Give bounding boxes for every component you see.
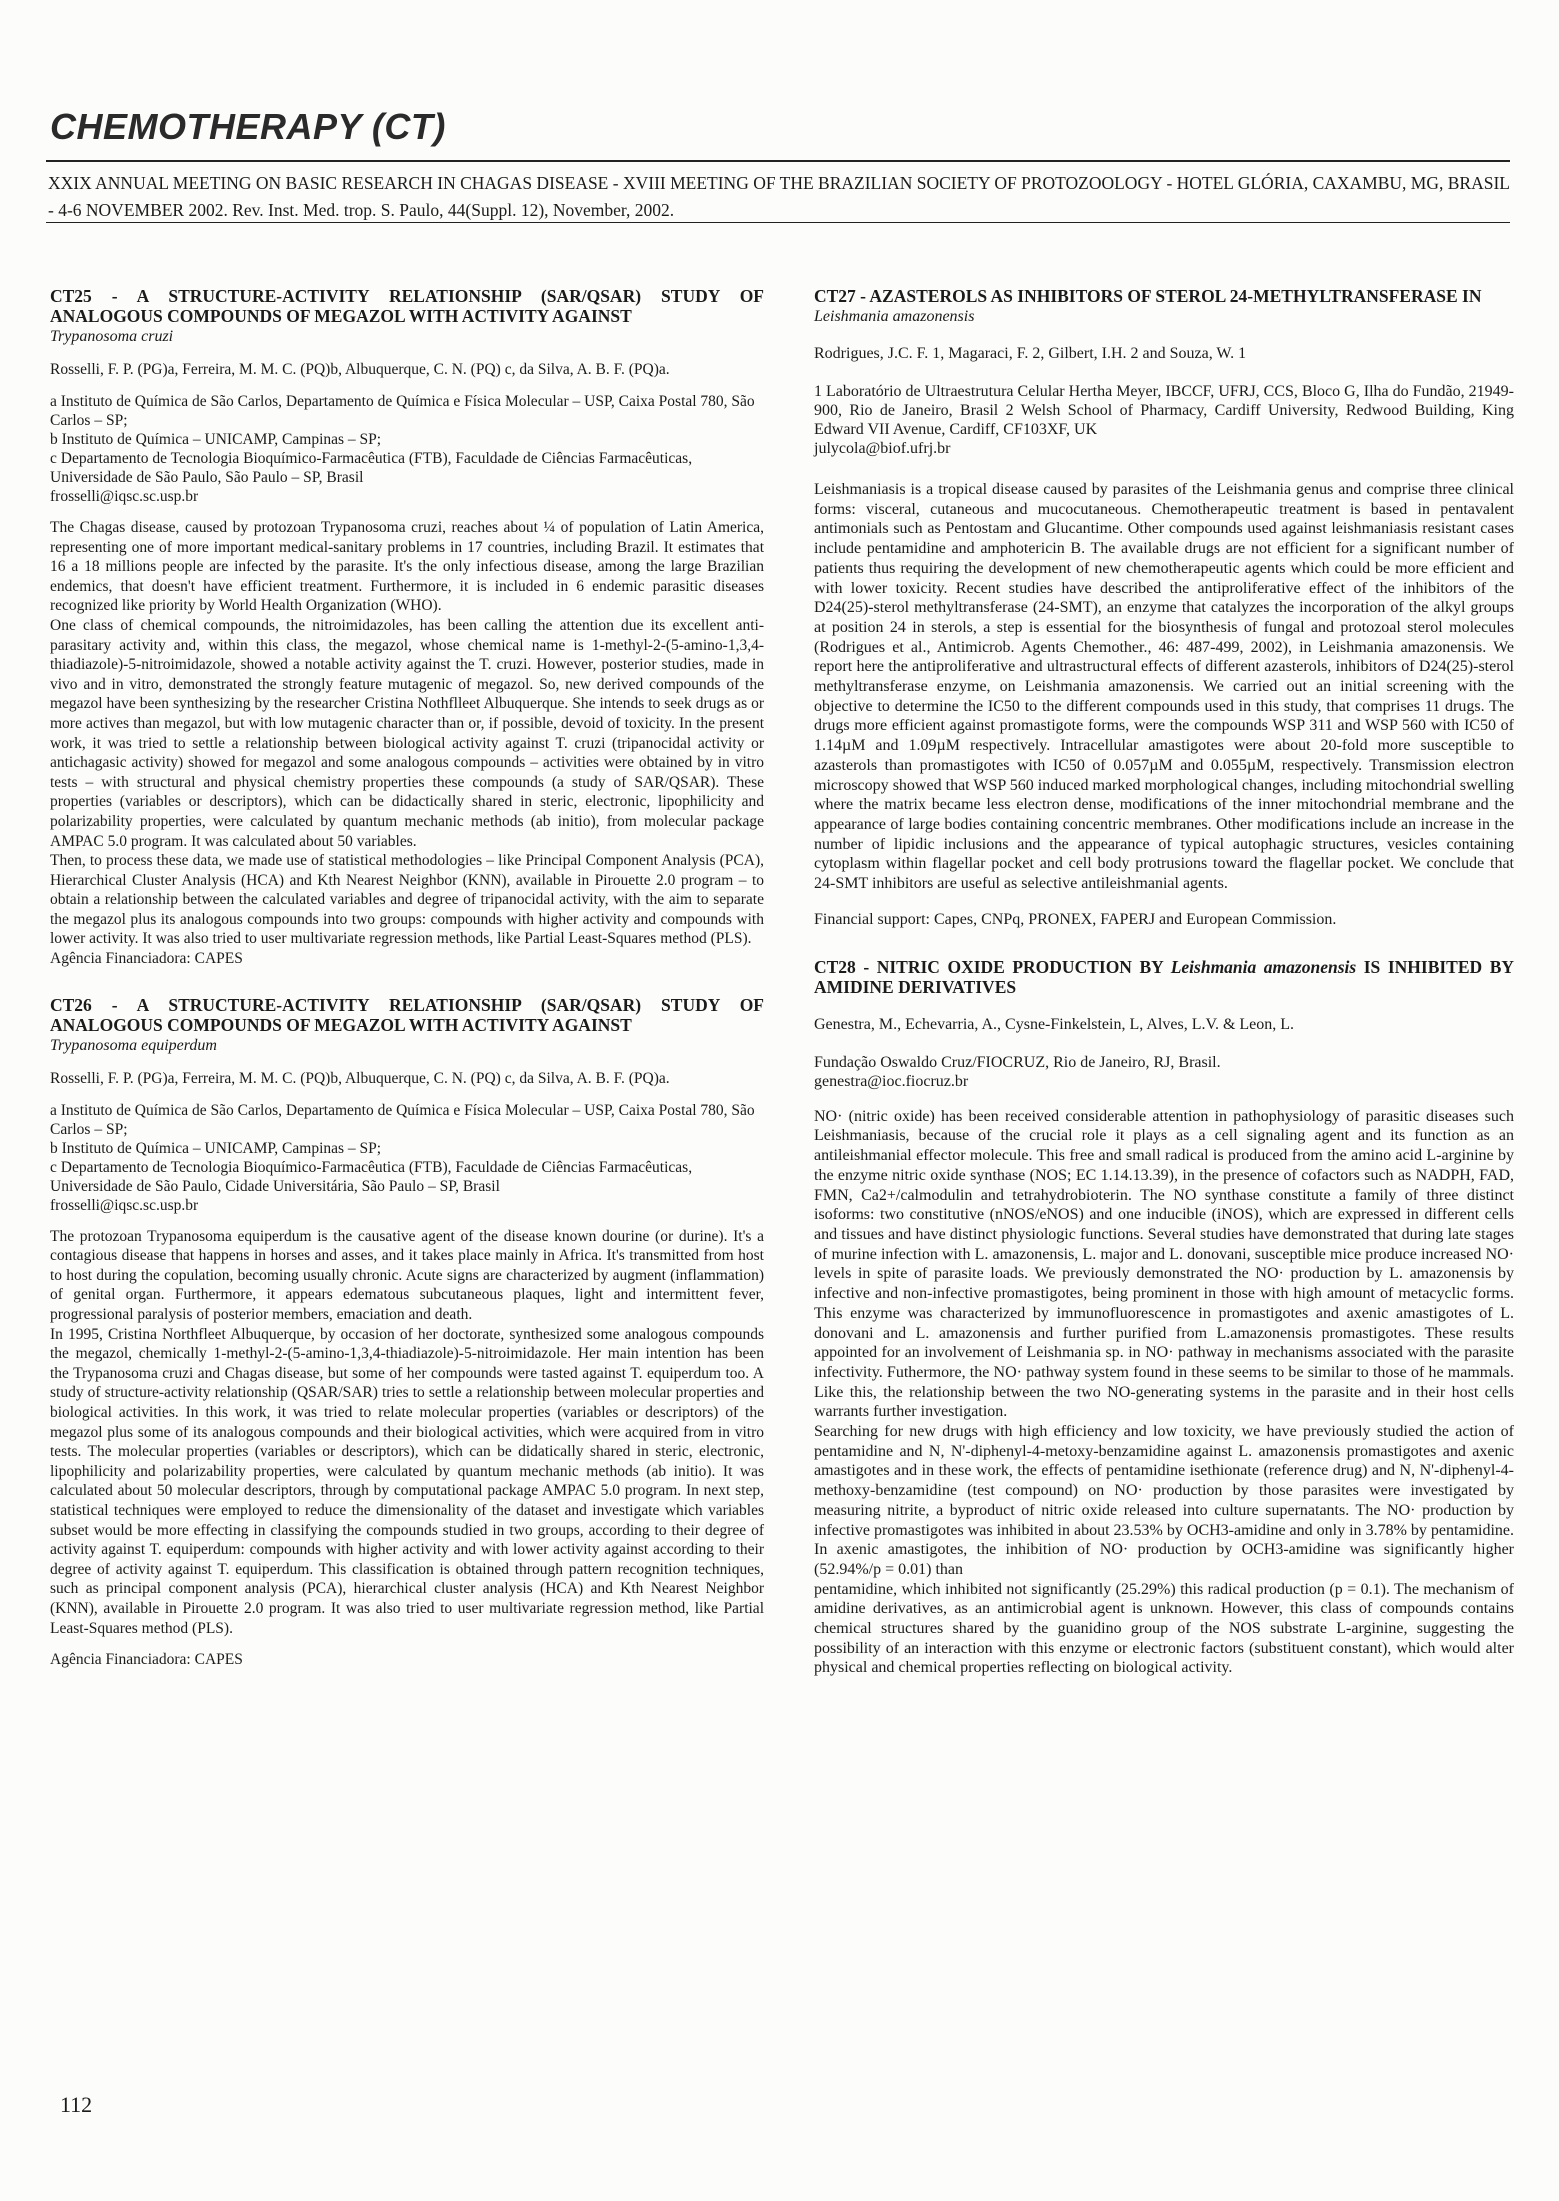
author-email: julycola@biof.ufrj.br bbox=[814, 440, 951, 457]
abstract-paragraph: The Chagas disease, caused by protozoan Trypanosoma cruzi, reaches about ¼ of population of Latin America, representing one of more important medical-sanitary problems in 17 countries, including Brazil. It estimates that 16 a 18 millions people are infected by the parasite. It's the only infectious disease, among the large Brazilian endemics, that doesn't have efficient treatment. Furthermore, it is included in 6 endemic parasitic diseases recognized like priority by World Health Organization (WHO). bbox=[50, 519, 764, 615]
abstract-body bbox=[814, 1107, 1514, 1678]
author-email: frosselli@iqsc.sc.usp.br bbox=[50, 1196, 199, 1214]
affiliation-line: 1 Laboratório de Ultraestrutura Celular Hertha Meyer, IBCCF, UFRJ, CCS, Bloco G, Ilha do Fundão, 21949-900, Rio de Janeiro, Brasil 2 Welsh School of Pharmacy, Cardiff University, Redwood Building, King Edward VII Avenue, Cardiff, CF103XF, UK bbox=[814, 383, 1514, 438]
abstract-organism: Leishmania amazonensis bbox=[814, 308, 975, 325]
abstract-affiliations bbox=[50, 1101, 764, 1215]
left-column bbox=[50, 286, 764, 1695]
abstract-paragraph: In 1995, Cristina Northfleet Albuquerque, by occasion of her doctorate, synthesized some analogous compounds the megazol, chemically 1-methyl-2-(5-amino-1,3,4-thiadiazole)-5-nitroimidazole. Her main intention has been the Trypanosoma cruzi and Chagas disease, but some of her compounds were tasted against T. equiperdum too. A study of structure-activity relationship (QSAR/SAR) tries to settle a relationship between molecular properties and biological activities. In this work, it was tried to relate molecular properties (variables or descriptors) of the megazol plus some of its analogous compounds and their biological activities, which were acquired from in vitro tests. The molecular properties (variables or descriptors), which can be didatically shared in steric, electronic, lipophilicity and polarizability properties, were calculated by quantum mechanic methods (ab initio). It was calculated about 50 molecular descriptors, through by computational package AMPAC 5.0 program. In next step, statistical techniques were employed to reduce the dimensionality of the dataset and investigate which variables subset would be more effecting in classifying the compounds studied in two groups, according to their degree of activity against T. equiperdum: compounds with higher activity and with lower activity against according to their degree of activity against T. equiperdum. This classification is obtained through pattern recognition techniques, such as principal component analysis (PCA), hierarchical cluster analysis (HCA) and Kth Nearest Neighbor (KNN), available in Pirouette 2.0 program. It was also tried to user multivariate regression method, like Partial Least-Squares method (PLS). bbox=[50, 1325, 764, 1637]
abstract-paragraph: Leishmaniasis is a tropical disease caused by parasites of the Leishmania genus and comprise three clinical forms: visceral, cutaneous and mucocutaneous. Chemotherapeutic treatment is based in pentavalent antimonials such as Pentostam and Glucantime. Other compounds used against leishmaniasis resistant cases include pentamidine and amphotericin B. The available drugs are not efficient for a significant number of patients thus requiring the development of new chemotherapeutic agents which could be more efficient and with lower toxicity. Recent studies have described the antiproliferative effect of the inhibitors of the D24(25)-sterol methyltransferase (24-SMT), an enzyme that catalyzes the incorporation of the alkyl groups at position 24 in sterols, a step is essential for the biosynthesis of fungal and protozoal sterol molecules (Rodrigues et al., Antimicrob. Agents Chemother., 46: 487-499, 2002), in Leishmania amazonensis. We report here the antiproliferative and ultrastructural effects of different azasterols, inhibitors of D24(25)-sterol methyltransferase enzyme, on Leishmania amazonensis. We carried out an initial screening with the objective to determine the IC50 to the different compounds used in this study, that comprises 11 drugs. The drugs more efficient against promastigote forms, were the compounds WSP 311 and WSP 560 with IC50 of 1.14µM and 1.09µM respectively. Intracellular amastigotes were about 20-fold more susceptible to azasterols than promastigotes with IC50 of 0.057µM and 0.055µM, respectively. Transmission electron microscopy showed that WSP 560 induced marked morphological changes, including mitochondrial swelling where the matrix became less electron dense, modifications of the inner mitochondrial membrane and the appearance of large bodies containing concentric membranes. Other modifications include an increase in the number of lipidic inclusions and the appearance of typical autophagic structures, vesicles containing cytoplasm within flagellar pocket and cell body protrusions toward the flagellar pocket. We conclude that 24-SMT inhibitors are useful as selective antileishmanial agents. bbox=[814, 481, 1514, 893]
abstract-authors: Rosselli, F. P. (PG)a, Ferreira, M. M. C. (PQ)b, Albuquerque, C. N. (PQ) c, da Silva, A. B. F. (PQ)a. bbox=[50, 361, 670, 378]
abstract-ct26 bbox=[50, 995, 764, 1669]
affiliation-line: a Instituto de Química de São Carlos, Departamento de Química e Física Molecular – USP, Caixa Postal 780, São Carlos – SP; bbox=[50, 1101, 755, 1138]
abstract-funding: Agência Financiadora: CAPES bbox=[50, 950, 243, 968]
abstract-title: CT27 - AZASTEROLS AS INHIBITORS OF STEROL 24-METHYLTRANSFERASE IN bbox=[814, 286, 1482, 306]
abstract-authors: Genestra, M., Echevarria, A., Cysne-Finkelstein, L, Alves, L.V. & Leon, L. bbox=[814, 1015, 1295, 1033]
abstract-paragraph: The protozoan Trypanosoma equiperdum is the causative agent of the disease known dourine (or durine). It's a contagious disease that happens in horses and asses, and it takes place mainly in Africa. It's transmitted from host to host during the copulation, becoming usually chronic. Acute signs are characterized by augment (inflammation) of genital organ. Furthermore, it appears edematous subcutaneous plaques, light and intermittent fever, progressional paralysis of posterior members, emaciation and death. bbox=[50, 1227, 764, 1324]
header-rule-top bbox=[46, 160, 1510, 162]
author-email: frosselli@iqsc.sc.usp.br bbox=[50, 488, 199, 505]
affiliation-line: b Instituto de Química – UNICAMP, Campinas – SP; bbox=[50, 431, 382, 448]
abstract-title-organism: Leishmania amazonensis bbox=[1170, 956, 1357, 977]
abstract-funding: Financial support: Capes, CNPq, PRONEX, FAPERJ and European Commission. bbox=[814, 910, 1337, 928]
abstract-title: CT26 - A STRUCTURE-ACTIVITY RELATIONSHIP (SAR/QSAR) STUDY OF ANALOGOUS COMPOUNDS OF MEGAZOL WITH ACTIVITY AGAINST bbox=[50, 994, 764, 1035]
abstract-body bbox=[50, 1227, 764, 1638]
abstract-organism: Trypanosoma equiperdum bbox=[50, 1036, 217, 1054]
abstract-ct25 bbox=[50, 286, 764, 969]
abstract-ct28 bbox=[814, 957, 1514, 1678]
abstract-organism: Trypanosoma cruzi bbox=[50, 328, 174, 345]
abstract-authors: Rodrigues, J.C. F. 1, Magaraci, F. 2, Gilbert, I.H. 2 and Souza, W. 1 bbox=[814, 345, 1247, 362]
right-column bbox=[814, 286, 1514, 1704]
affiliation-line: b Instituto de Química – UNICAMP, Campinas – SP; bbox=[50, 1139, 382, 1157]
abstract-ct27 bbox=[814, 286, 1514, 929]
abstract-title bbox=[814, 957, 1514, 997]
section-title: CHEMOTHERAPY (CT) bbox=[50, 106, 446, 147]
abstract-title: CT25 - A STRUCTURE-ACTIVITY RELATIONSHIP (SAR/QSAR) STUDY OF ANALOGOUS COMPOUNDS OF MEGAZOL WITH ACTIVITY AGAINST bbox=[50, 286, 764, 326]
page-number: 112 bbox=[60, 2092, 93, 2117]
abstract-title-prefix: CT28 - NITRIC OXIDE PRODUCTION BY bbox=[814, 956, 1164, 977]
abstract-title-suffix: IS INHIBITED BY AMIDINE DERIVATIVES bbox=[814, 956, 1515, 997]
header-rule-bottom bbox=[46, 222, 1510, 223]
abstract-paragraph: One class of chemical compounds, the nitroimidazoles, has been calling the attention due its excellent anti-parasitary activity and, within this class, the megazol, whose chemical name is 1-methyl-2-(5-amino-1,3,4-thiadiazole)-5-nitroimidazole, showed a notable activity against the T. cruzi. However, posterior studies, made in vivo and in vitro, demonstrated the strongly feature mutagenic of megazol. So, new derived compounds of the megazol have been synthesizing by the researcher Cristina Nothflleet Albuquerque. She intends to seek drugs as or more actives than megazol, but with low mutagenic character than or, if possible, devoid of toxicity. In the present work, it was tried to settle a relationship between biological activity against T. cruzi (tripanocidal activity or antichagasic activity) showed for megazol and some analogous compounds – activities were obtained by in vitro tests – with structural and physical chemistry properties these compounds (a study of SAR/QSAR). These properties (variables or descriptors), which can be didactically shared in steric, electronic, lipophilicity and polarizability properties, were calculated by quantum mechanic methods (ab initio), from molecular package AMPAC 5.0 program. It was calculated about 50 variables. bbox=[50, 616, 764, 850]
abstract-authors: Rosselli, F. P. (PG)a, Ferreira, M. M. C. (PQ)b, Albuquerque, C. N. (PQ) c, da Silva, A. B. F. (PQ)a. bbox=[50, 1069, 670, 1087]
conference-header: XXIX ANNUAL MEETING ON BASIC RESEARCH IN CHAGAS DISEASE - XVIII MEETING OF THE BRAZILIAN SOCIETY OF PROTOZOOLOGY - HOTEL GLÓRIA, CAXAMBU, MG, BRASIL - 4-6 NOVEMBER 2002. Rev. Inst. Med. trop. S. Paulo, 44(Suppl. 12), November, 2002. bbox=[48, 173, 1510, 220]
abstract-paragraph: Then, to process these data, we made use of statistical methodologies – like Principal Component Analysis (PCA), Hierarchical Cluster Analysis (HCA) and Kth Nearest Neighbor (KNN), available in Pirouette 2.0 program – to obtain a relationship between the calculated variables and degree of tripanocidal activity, with the aim to separate the megazol plus its analogous compounds into two groups: compounds with higher activity and compounds with lower activity. It was also tried to user multivariate regression methods, like Partial Least-Squares method (PLS). bbox=[50, 852, 764, 948]
abstract-paragraph: Searching for new drugs with high efficiency and low toxicity, we have previously studied the action of pentamidine and N, N'-diphenyl-4-metoxy-benzamidine against L. amazonensis promastigotes and axenic amastigotes and in these work, the effects of pentamidine isethionate (reference drug) and N, N'-diphenyl-4-methoxy-benzamidine (test compound) on NO· production by those parasites were investigated by measuring nitrite, a byproduct of nitric oxide released into culture supernatants. The NO· production by infective promastigotes was inhibited in about 23.53% by OCH3-amidine and only in 3.78% by pentamidine. In axenic amastigotes, the inhibition of NO· production by OCH3-amidine was significantly higher (52.94%/p = 0.01) than bbox=[814, 1423, 1514, 1578]
affiliation-line: Fundação Oswaldo Cruz/FIOCRUZ, Rio de Janeiro, RJ, Brasil. bbox=[814, 1053, 1221, 1071]
abstract-paragraph: pentamidine, which inhibited not significantly (25.29%) this radical production (p = 0.1). The mechanism of amidine derivatives, as an antimicrobial agent is unknown. However, this class of compounds contains chemical structures shared by the guanidino group of the NOS substrate L-arginine, suggesting the possibility of an interaction with this enzyme or electronic factors (substituent constant), which would alter physical and chemical properties reflecting on biological activity. bbox=[814, 1580, 1514, 1677]
author-email: genestra@ioc.fiocruz.br bbox=[814, 1072, 969, 1090]
abstract-affiliations bbox=[814, 382, 1514, 458]
affiliation-line: c Departamento de Tecnologia Bioquímico-Farmacêutica (FTB), Faculdade de Ciências Farmacêuticas, Universidade de São Paulo, São Paulo – SP, Brasil bbox=[50, 450, 693, 486]
abstract-affiliations bbox=[814, 1053, 1514, 1091]
abstract-affiliations bbox=[50, 392, 764, 506]
affiliation-line: c Departamento de Tecnologia Bioquímico-Farmacêutica (FTB), Faculdade de Ciências Farmacêuticas, Universidade de São Paulo, Cidade Universitária, São Paulo – SP, Brasil bbox=[50, 1158, 693, 1195]
abstract-funding: Agência Financiadora: CAPES bbox=[50, 1651, 243, 1669]
affiliation-line: a Instituto de Química de São Carlos, Departamento de Química e Física Molecular – USP, Caixa Postal 780, São Carlos – SP; bbox=[50, 393, 755, 429]
abstract-paragraph: NO· (nitric oxide) has been received considerable attention in pathophysiology of parasitic diseases such Leishmaniasis, because of the crucial role it plays as a cell signaling agent and its function as an antileishmanial effector molecule. This free and small radical is produced from the amino acid L-arginine by the enzyme nitric oxide synthase (NOS; EC 1.14.13.39), in the presence of cofactors such as NADPH, FAD, FMN, Ca2+/calmodulin and tetrahydrobioterin. The NO synthase constitute a family of three distinct isoforms: two constitutive (nNOS/eNOS) and one inducible (iNOS), which are expressed in different cells and tissues and have distinct physiologic functions. Several studies have demonstrated that during late stages of murine infection with L. amazonensis, L. major and L. donovani, susceptible mice produce increased NO· levels in spite of parasite loads. We previously demonstrated the NO· production by L. amazonensis by infective and non-infective promastigotes, being prominent in those with high amount of metacyclic forms. This enzyme was characterized by immunofluorescence in promastigotes and axenic amastigotes of L. donovani and L. amazonensis and further purified from L.amazonensis promastigotes. These results appointed for an involvement of Leishmania sp. in NO· pathway in mechanisms associated with the parasite infectivity. Futhermore, the NO· pathway system found in these seems to be similar to those of he mammals. Like this, the relationship between the two NO-generating systems in the parasite and in their host cells warrants further investigation. bbox=[814, 1107, 1514, 1421]
abstract-body bbox=[50, 518, 764, 969]
abstract-body bbox=[814, 480, 1514, 894]
